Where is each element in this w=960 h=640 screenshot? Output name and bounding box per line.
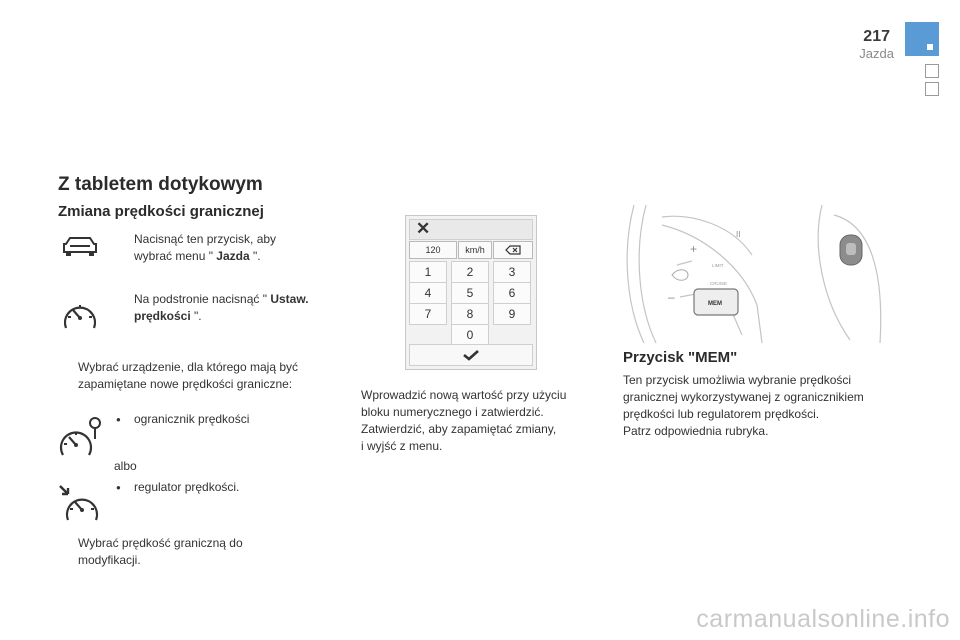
keypad-top-bar [409, 219, 533, 240]
mem-description: Ten przycisk umożliwia wybranie prędkości granicznej wykorzystywanej z ogranicznikiem prędkości lub regulatorem prędkości. Patrz odpowiednia rubryka. [623, 373, 864, 438]
limit-label: LIMIT [712, 263, 724, 268]
chapter-tab-2[interactable] [925, 64, 939, 78]
speed-limiter-icon [58, 415, 104, 459]
cruise-label: CRUISE [710, 281, 728, 286]
tab-dot [927, 44, 933, 50]
steering-wheel-illustration [622, 205, 887, 345]
key-8[interactable]: 8 [451, 303, 489, 325]
option-speed-limiter: ● ogranicznik prędkości [116, 412, 250, 426]
car-menu-icon [60, 234, 100, 258]
step-enter-value: Wprowadzić nową wartość przy użyciu bloku numerycznego i zatwierdzić. [361, 388, 567, 419]
or-text: albo [114, 459, 137, 473]
key-1[interactable]: 1 [409, 261, 447, 283]
chapter-tab-active[interactable] [905, 22, 939, 56]
chapter-name: Jazda [859, 46, 894, 61]
step-set-speeds: Na podstronie nacisnąć " Ustaw. prędkości ". [134, 292, 309, 323]
svg-text:–: – [668, 290, 675, 304]
section-title: Z tabletem dotykowym [58, 174, 263, 195]
backspace-key[interactable] [493, 241, 533, 259]
watermark: carmanualsonline.info [696, 605, 950, 633]
key-3[interactable]: 3 [493, 261, 531, 283]
key-2[interactable]: 2 [451, 261, 489, 283]
step-choose-device: Wybrać urządzenie, dla którego mają być zapamiętane nowe prędkości graniczne: [78, 360, 298, 391]
speedometer-icon [60, 298, 100, 332]
speed-value-field[interactable]: 120 [409, 241, 457, 259]
key-4[interactable]: 4 [409, 282, 447, 304]
svg-text:II: II [736, 230, 741, 239]
backspace-icon [505, 245, 521, 255]
dot-bullet-icon: ● [116, 415, 121, 424]
subsection-title: Zmiana prędkości granicznej [58, 203, 264, 220]
confirm-key[interactable] [409, 344, 533, 366]
dot-bullet-icon: ● [116, 483, 121, 492]
close-icon[interactable]: ✕ [416, 219, 431, 238]
key-5[interactable]: 5 [451, 282, 489, 304]
step-press-button: Nacisnąć ten przycisk, aby wybrać menu " Jazda ". [134, 232, 277, 263]
checkmark-icon [462, 349, 480, 361]
svg-text:+: + [690, 242, 698, 256]
speed-unit-field: km/h [458, 241, 492, 259]
page-number: 217 [863, 28, 890, 45]
mem-title: Przycisk "MEM" [623, 349, 738, 366]
key-7[interactable]: 7 [409, 303, 447, 325]
option-cruise-control: ● regulator prędkości. [116, 480, 240, 494]
numeric-keypad [405, 215, 537, 370]
chapter-tab-3[interactable] [925, 82, 939, 96]
step-confirm-exit: Zatwierdzić, aby zapamiętać zmiany, i wyjść z menu. [361, 422, 557, 453]
key-6[interactable]: 6 [493, 282, 531, 304]
step-choose-limit: Wybrać prędkość graniczną do modyfikacji. [78, 536, 243, 567]
key-0[interactable]: 0 [451, 324, 489, 346]
cruise-control-icon [58, 482, 102, 524]
key-9[interactable]: 9 [493, 303, 531, 325]
mem-button-label: MEM [708, 301, 722, 307]
